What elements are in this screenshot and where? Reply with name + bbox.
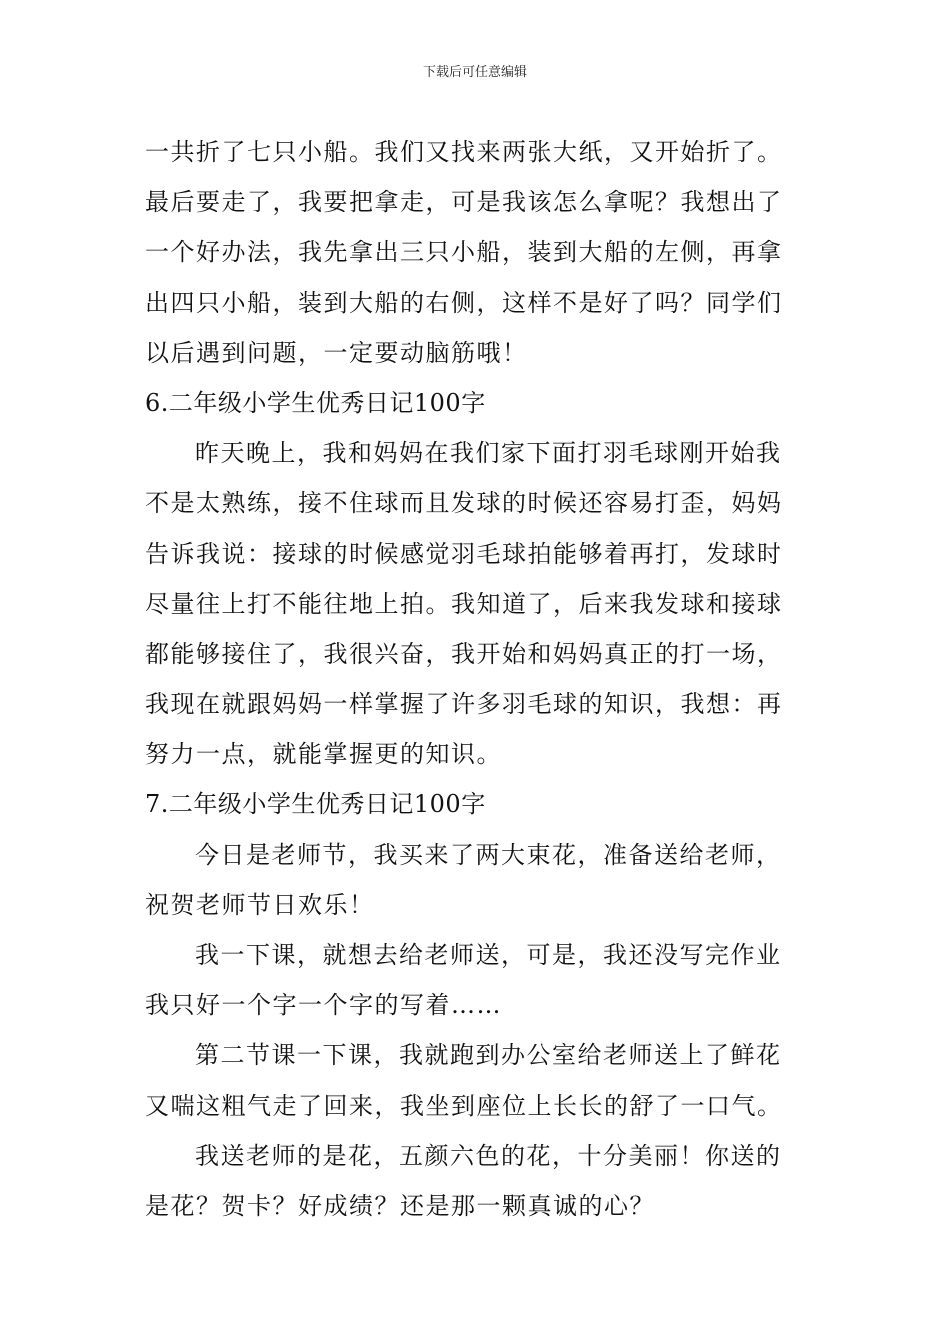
text-line: 又喘这粗气走了回来，我坐到座位上长长的舒了一口气。	[145, 1091, 783, 1120]
text-line: 出四只小船，装到大船的右侧，这样不是好了吗？同学们	[145, 288, 783, 317]
paragraph-start: 我一下课，就想去给老师送，可是，我还没写完作业	[195, 941, 782, 969]
text-line: 一共折了七只小船。我们又找来两张大纸，又开始折了。	[145, 138, 783, 166]
text-line: 都能够接住了，我很兴奋，我开始和妈妈真正的打一场，	[145, 639, 783, 668]
paragraph-start: 今日是老师节，我买来了两大束花，准备送给老师，	[195, 840, 782, 869]
text-line: 努力一点，就能掌握更的知识。	[145, 740, 502, 769]
paragraph-start: 第二节课一下课，我就跑到办公室给老师送上了鲜花	[195, 1041, 782, 1070]
section-heading-6: 6.二年级小学生优秀日记100字	[145, 388, 486, 417]
paragraph-start: 昨天晚上，我和妈妈在我们家下面打羽毛球刚开始我	[195, 439, 782, 468]
text-line: 以后遇到问题，一定要动脑筋哦！	[145, 338, 528, 367]
text-line: 尽量往上打不能往地上拍。我知道了，后来我发球和接球	[145, 589, 783, 618]
text-line: 一个好办法，我先拿出三只小船，装到大船的左侧，再拿	[145, 238, 783, 267]
text-line: 不是太熟练，接不住球而且发球的时候还容易打歪，妈妈	[145, 489, 783, 518]
text-line: 我只好一个字一个字的写着……	[145, 991, 502, 1020]
text-line: 我现在就跟妈妈一样掌握了许多羽毛球的知识，我想：再	[145, 690, 783, 719]
text-line: 最后要走了，我要把拿走，可是我该怎么拿呢？我想出了	[145, 188, 783, 217]
text-line: 告诉我说：接球的时候感觉羽毛球拍能够着再打，发球时	[145, 539, 783, 568]
header-note: 下载后可任意编辑	[422, 65, 527, 80]
text-line: 是花？贺卡？好成绩？还是那一颗真诚的心？	[145, 1191, 655, 1220]
text-line: 祝贺老师节日欢乐！	[145, 890, 375, 919]
document-body	[145, 127, 811, 1231]
paragraph-start: 我送老师的是花，五颜六色的花，十分美丽！你送的	[195, 1141, 782, 1170]
section-heading-7: 7.二年级小学生优秀日记100字	[145, 790, 486, 819]
